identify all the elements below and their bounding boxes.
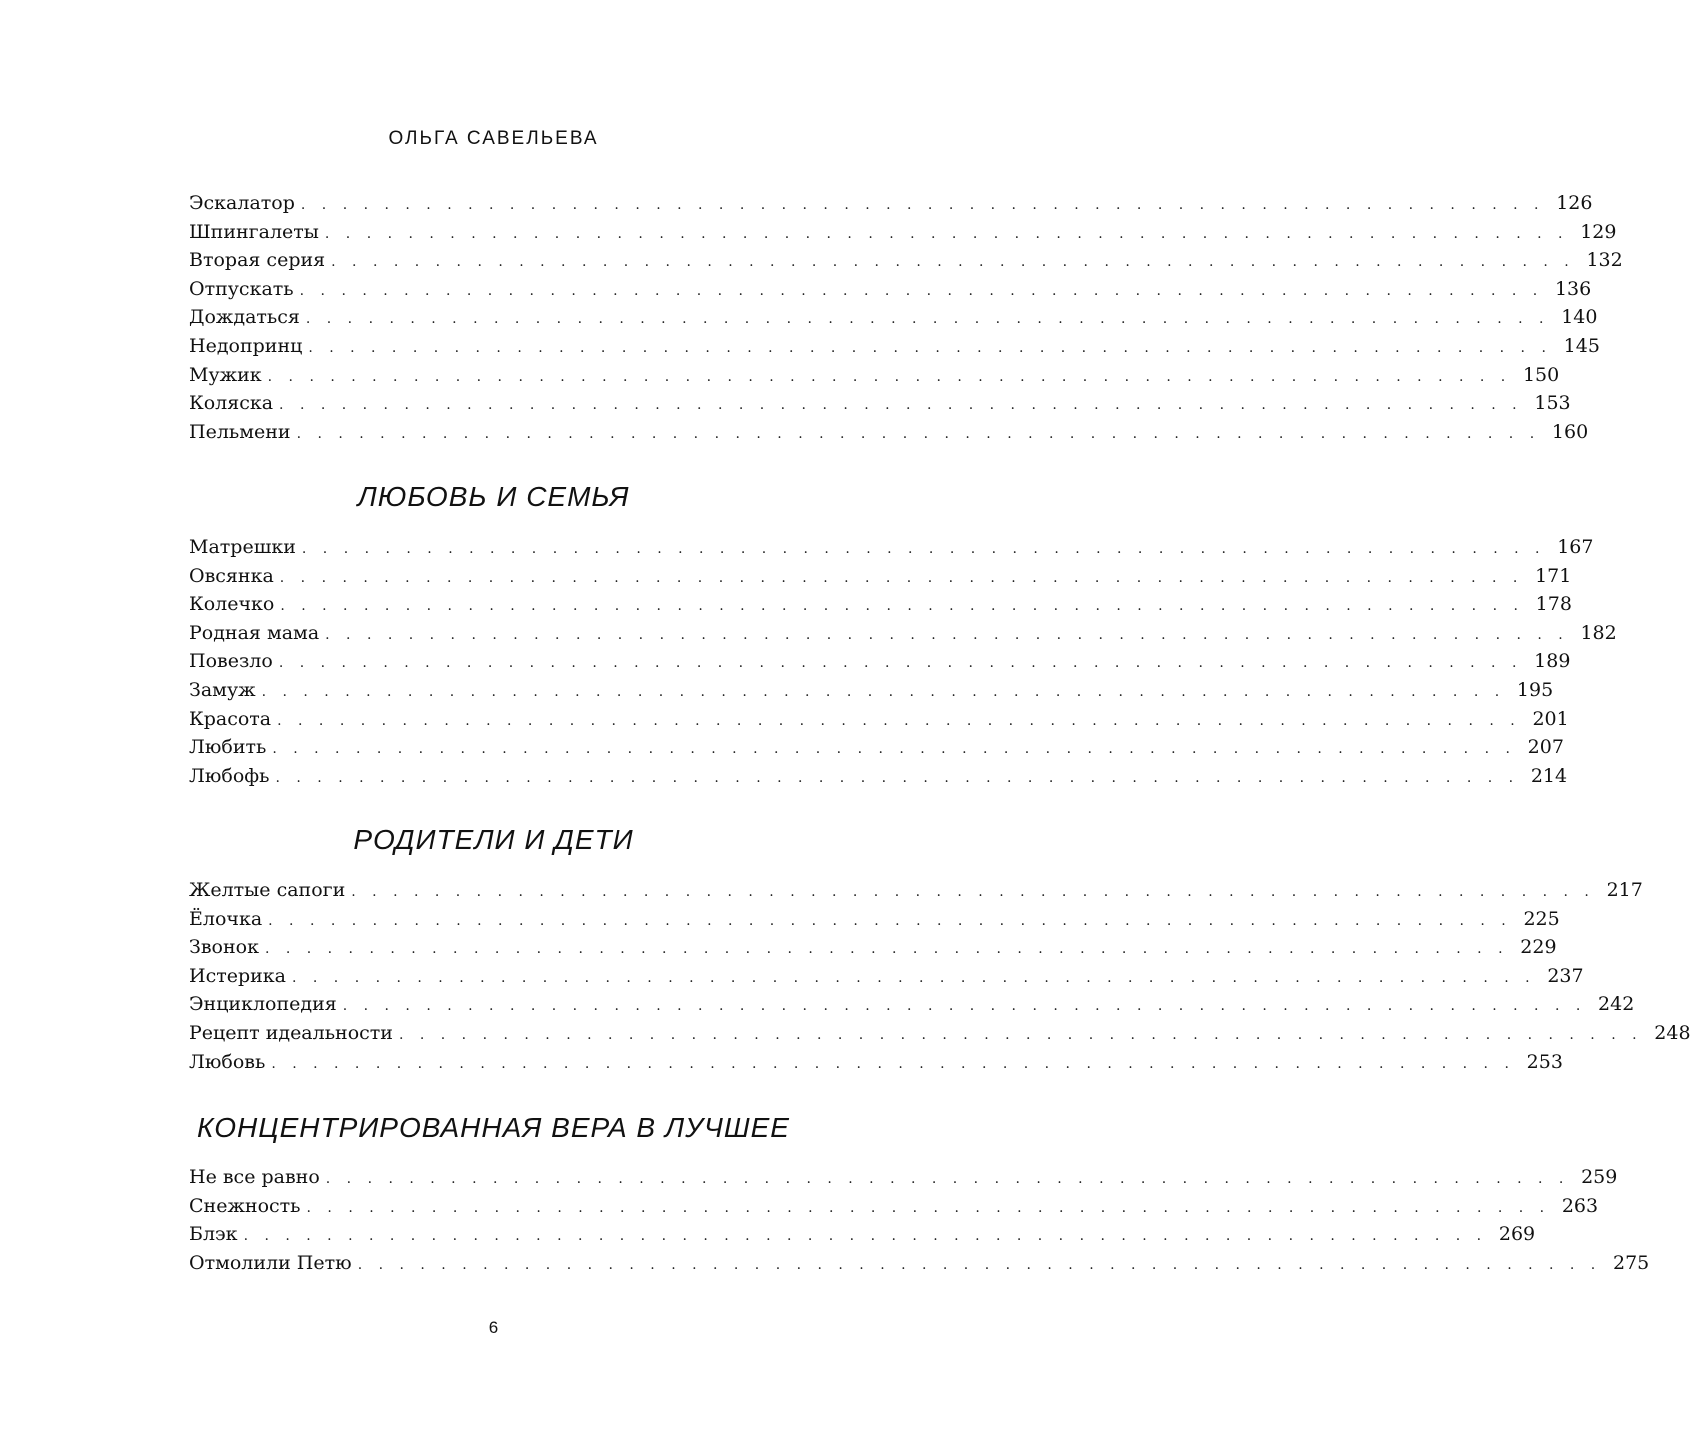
toc-entry-title: Пельмени bbox=[189, 420, 291, 443]
toc-entry[interactable] bbox=[189, 1192, 1599, 1221]
toc-entry-title: Мужик bbox=[189, 363, 262, 386]
toc-entry[interactable] bbox=[189, 1019, 1691, 1048]
leader-dots: . . . . . . . . . . . . . . . . . . . . . . . . . . . . . . . . . . . . . . . . . . . . . . . . . . . . . . . . . . . . bbox=[267, 368, 1512, 385]
toc-entry[interactable] bbox=[189, 733, 1564, 762]
toc-entry-title: Эскалатор bbox=[189, 192, 295, 214]
toc-entry-title: Ёлочка bbox=[189, 907, 263, 930]
leader-dots: . . . . . . . . . . . . . . . . . . . . . . . . . . . . . . . . . . . . . . . . . . . . . . . . . . . . . . . . . . . . bbox=[296, 425, 1541, 442]
toc-entry-page: 195 bbox=[1516, 678, 1554, 701]
toc-entry-title: Колечко bbox=[189, 593, 275, 616]
section-heading: РОДИТЕЛИ И ДЕТИ bbox=[353, 824, 634, 855]
toc-entry-title: Отмолили Петю bbox=[189, 1251, 352, 1274]
leader-dots: . . . . . . . . . . . . . . . . . . . . . . . . . . . . . . . . . . . . . . . . . . . . . . . . . . . . . . . . . . . . bbox=[264, 941, 1509, 958]
toc-entry[interactable] bbox=[189, 275, 1592, 304]
toc-entry[interactable] bbox=[189, 389, 1571, 418]
toc-entry-page: 253 bbox=[1526, 1050, 1563, 1073]
toc-entry-page: 153 bbox=[1534, 392, 1571, 415]
toc-entry[interactable] bbox=[189, 189, 1593, 218]
toc-entry-title: Замуж bbox=[189, 678, 256, 701]
leader-dots: . . . . . . . . . . . . . . . . . . . . . . . . . . . . . . . . . . . . . . . . . . . . . . . . . . . . . . . . . . . . bbox=[342, 998, 1587, 1015]
toc-entry-title: Вторая серия bbox=[189, 249, 326, 272]
toc-entry-page: 201 bbox=[1532, 707, 1569, 730]
toc-entry-page: 136 bbox=[1554, 277, 1592, 300]
toc-entry-title: Любофь bbox=[189, 764, 270, 787]
toc-entry[interactable] bbox=[189, 619, 1617, 648]
toc-entry[interactable] bbox=[189, 303, 1598, 332]
toc-entry-title: Матрешки bbox=[189, 536, 296, 558]
toc-entry-page: 225 bbox=[1523, 907, 1560, 930]
toc-section-1 bbox=[189, 533, 1617, 790]
toc-entry-page: 237 bbox=[1547, 964, 1584, 987]
toc-entry-page: 129 bbox=[1580, 220, 1617, 243]
running-head: ОЛЬГА САВЕЛЬЕВА bbox=[388, 128, 599, 149]
toc-entry-title: Снежность bbox=[189, 1194, 301, 1217]
toc-entry-page: 126 bbox=[1556, 192, 1593, 214]
leader-dots: . . . . . . . . . . . . . . . . . . . . . . . . . . . . . . . . . . . . . . . . . . . . . . . . . . . . . . . . . . . . bbox=[279, 569, 1524, 586]
toc-section-3 bbox=[189, 1163, 1650, 1277]
toc-entry-page: 248 bbox=[1654, 1021, 1691, 1044]
toc-entry[interactable] bbox=[189, 876, 1643, 905]
leader-dots: . . . . . . . . . . . . . . . . . . . . . . . . . . . . . . . . . . . . . . . . . . . . . . . . . . . . . . . . . . . . bbox=[305, 311, 1550, 328]
section-heading: ЛЮБОВЬ И СЕМЬЯ bbox=[357, 481, 630, 512]
toc-entry[interactable] bbox=[189, 246, 1623, 275]
toc-entry-page: 145 bbox=[1563, 334, 1600, 357]
toc-entry-page: 259 bbox=[1581, 1166, 1618, 1188]
toc-entry[interactable] bbox=[189, 905, 1560, 934]
toc-entry-page: 182 bbox=[1580, 621, 1617, 644]
toc-entry[interactable] bbox=[189, 418, 1589, 447]
leader-dots: . . . . . . . . . . . . . . . . . . . . . . . . . . . . . . . . . . . . . . . . . . . . . . . . . . . . . . . . . . . . bbox=[243, 1228, 1488, 1245]
leader-dots: . . . . . . . . . . . . . . . . . . . . . . . . . . . . . . . . . . . . . . . . . . . . . . . . . . . . . . . . . . . . bbox=[308, 339, 1552, 356]
toc-entry[interactable] bbox=[189, 218, 1617, 247]
leader-dots: . . . . . . . . . . . . . . . . . . . . . . . . . . . . . . . . . . . . . . . . . . . . . . . . . . . . . . . . . . . . bbox=[261, 683, 1506, 700]
toc-entry[interactable] bbox=[189, 1249, 1650, 1278]
toc-entry[interactable] bbox=[189, 990, 1635, 1019]
leader-dots: . . . . . . . . . . . . . . . . . . . . . . . . . . . . . . . . . . . . . . . . . . . . . . . . . . . . . . . . . . . . bbox=[306, 1199, 1551, 1216]
leader-dots: . . . . . . . . . . . . . . . . . . . . . . . . . . . . . . . . . . . . . . . . . . . . . . . . . . . . . . . . . . . . bbox=[300, 197, 1545, 213]
leader-dots: . . . . . . . . . . . . . . . . . . . . . . . . . . . . . . . . . . . . . . . . . . . . . . . . . . . . . . . . . . . . bbox=[299, 282, 1544, 299]
toc-entry[interactable] bbox=[189, 762, 1568, 791]
leader-dots: . . . . . . . . . . . . . . . . . . . . . . . . . . . . . . . . . . . . . . . . . . . . . . . . . . . . . . . . . . . . bbox=[292, 969, 1536, 986]
toc-entry-title: Шпингалеты bbox=[189, 220, 319, 243]
leader-dots: . . . . . . . . . . . . . . . . . . . . . . . . . . . . . . . . . . . . . . . . . . . . . . . . . . . . . . . . . . . . bbox=[272, 741, 1516, 758]
toc-entry-page: 229 bbox=[1520, 936, 1557, 959]
toc-entry-title: Звонок bbox=[189, 936, 259, 959]
toc-section-0 bbox=[189, 189, 1623, 446]
toc-entry-title: Коляска bbox=[189, 392, 274, 415]
toc-entry[interactable] bbox=[189, 705, 1569, 734]
leader-dots: . . . . . . . . . . . . . . . . . . . . . . . . . . . . . . . . . . . . . . . . . . . . . . . . . . . . . . . . . . . . bbox=[325, 626, 1569, 643]
toc-entry[interactable] bbox=[189, 962, 1584, 991]
toc-entry-page: 178 bbox=[1535, 593, 1572, 616]
toc-entry-page: 171 bbox=[1535, 564, 1572, 587]
toc-entry-page: 132 bbox=[1586, 249, 1623, 272]
toc-entry-page: 140 bbox=[1561, 306, 1598, 329]
toc-section-2 bbox=[189, 876, 1691, 1076]
toc-entry-page: 189 bbox=[1534, 650, 1571, 673]
toc-entry[interactable] bbox=[189, 1163, 1618, 1192]
toc-entry-title: Энциклопедия bbox=[189, 993, 337, 1016]
page-number: 6 bbox=[488, 1318, 499, 1337]
toc-entry[interactable] bbox=[189, 562, 1572, 591]
leader-dots: . . . . . . . . . . . . . . . . . . . . . . . . . . . . . . . . . . . . . . . . . . . . . . . . . . . . . . . . . . . . bbox=[279, 397, 1523, 414]
toc-entry-page: 214 bbox=[1530, 764, 1568, 787]
toc-entry[interactable] bbox=[189, 533, 1594, 562]
toc-entry-title: Овсянка bbox=[189, 564, 274, 587]
section-heading: КОНЦЕНТРИРОВАННАЯ ВЕРА В ЛУЧШЕЕ bbox=[197, 1112, 790, 1143]
leader-dots: . . . . . . . . . . . . . . . . . . . . . . . . . . . . . . . . . . . . . . . . . . . . . . . . . . . . . . . . . . . . bbox=[268, 912, 1512, 929]
leader-dots: . . . . . . . . . . . . . . . . . . . . . . . . . . . . . . . . . . . . . . . . . . . . . . . . . . . . . . . . . . . . bbox=[280, 598, 1524, 615]
toc-entry-page: 269 bbox=[1498, 1223, 1536, 1246]
toc-entry[interactable] bbox=[189, 590, 1572, 619]
toc-entry-title: Блэк bbox=[189, 1223, 238, 1246]
toc-entry-title: Родная мама bbox=[189, 621, 320, 644]
toc-entry-title: Недопринц bbox=[189, 334, 303, 357]
toc-entry-title: Рецепт идеальности bbox=[189, 1021, 393, 1044]
toc-entry-title: Повезло bbox=[189, 650, 273, 673]
toc-entry-title: Любить bbox=[189, 736, 267, 759]
toc-entry-title: Отпускать bbox=[189, 277, 294, 300]
toc-entry-title: Красота bbox=[189, 707, 272, 730]
toc-entry[interactable] bbox=[189, 676, 1554, 705]
leader-dots: . . . . . . . . . . . . . . . . . . . . . . . . . . . . . . . . . . . . . . . . . . . . . . . . . . . . . . . . . . . . bbox=[325, 1171, 1570, 1187]
leader-dots: . . . . . . . . . . . . . . . . . . . . . . . . . . . . . . . . . . . . . . . . . . . . . . . . . . . . . . . . . . . . bbox=[351, 884, 1595, 900]
toc-entry-page: 150 bbox=[1522, 363, 1560, 386]
toc-entry[interactable] bbox=[189, 933, 1557, 962]
toc-entry-title: Желтые сапоги bbox=[189, 879, 346, 901]
toc-entry-page: 160 bbox=[1551, 420, 1589, 443]
leader-dots: . . . . . . . . . . . . . . . . . . . . . . . . . . . . . . . . . . . . . . . . . . . . . . . . . . . . . . . . . . . . bbox=[324, 225, 1569, 242]
toc-entry-page: 263 bbox=[1561, 1194, 1599, 1217]
leader-dots: . . . . . . . . . . . . . . . . . . . . . . . . . . . . . . . . . . . . . . . . . . . . . . . . . . . . . . . . . . . . bbox=[277, 712, 1521, 729]
toc-entry-title: Истерика bbox=[189, 964, 286, 987]
toc-entry[interactable] bbox=[189, 361, 1560, 390]
toc-entry-title: Дождаться bbox=[189, 306, 300, 329]
toc-entry-title: Любовь bbox=[189, 1050, 266, 1073]
toc-entry-page: 275 bbox=[1613, 1251, 1650, 1274]
toc-entry-page: 242 bbox=[1598, 993, 1635, 1016]
leader-dots: . . . . . . . . . . . . . . . . . . . . . . . . . . . . . . . . . . . . . . . . . . . . . . . . . . . . . . . . . . . . bbox=[331, 254, 1575, 271]
toc-entry-page: 207 bbox=[1527, 736, 1564, 759]
leader-dots: . . . . . . . . . . . . . . . . . . . . . . . . . . . . . . . . . . . . . . . . . . . . . . . . . . . . . . . . . . . . bbox=[357, 1256, 1602, 1273]
leader-dots: . . . . . . . . . . . . . . . . . . . . . . . . . . . . . . . . . . . . . . . . . . . . . . . . . . . . . . . . . . . . bbox=[271, 1055, 1515, 1072]
toc-entry-title: Не все равно bbox=[189, 1166, 320, 1188]
toc-entry[interactable] bbox=[189, 1220, 1536, 1249]
toc-entry-page: 217 bbox=[1606, 879, 1643, 901]
leader-dots: . . . . . . . . . . . . . . . . . . . . . . . . . . . . . . . . . . . . . . . . . . . . . . . . . . . . . . . . . . . . bbox=[278, 655, 1523, 672]
toc-entry[interactable] bbox=[189, 1048, 1563, 1077]
leader-dots: . . . . . . . . . . . . . . . . . . . . . . . . . . . . . . . . . . . . . . . . . . . . . . . . . . . . . . . . . . . . bbox=[275, 769, 1520, 786]
leader-dots: . . . . . . . . . . . . . . . . . . . . . . . . . . . . . . . . . . . . . . . . . . . . . . . . . . . . . . . . . . . . bbox=[398, 1026, 1643, 1043]
toc-entry[interactable] bbox=[189, 647, 1571, 676]
toc-entry[interactable] bbox=[189, 332, 1600, 361]
toc-entry-page: 167 bbox=[1557, 536, 1594, 558]
leader-dots: . . . . . . . . . . . . . . . . . . . . . . . . . . . . . . . . . . . . . . . . . . . . . . . . . . . . . . . . . . . . bbox=[301, 541, 1546, 557]
